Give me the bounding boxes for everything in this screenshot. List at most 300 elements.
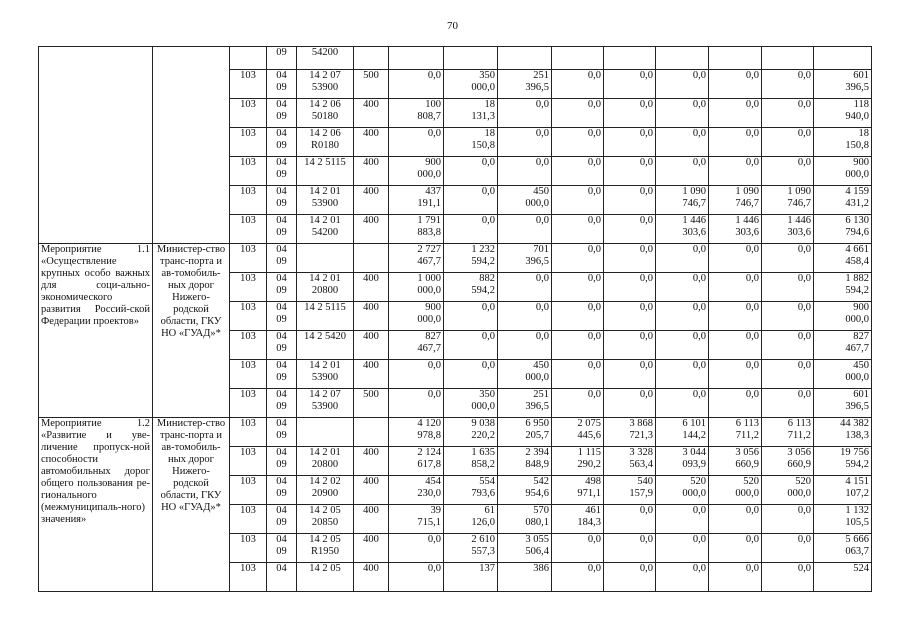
amount-value: 467,7	[845, 343, 869, 354]
target-article: 14 2 01	[309, 186, 341, 197]
amount-cell	[552, 563, 604, 592]
amount-cell	[604, 534, 656, 563]
amount-value: 0,0	[797, 157, 811, 168]
amount-cell	[389, 476, 444, 505]
amount-value: 18	[484, 128, 495, 139]
amount-value: 0,0	[692, 360, 706, 371]
amount-value: 6 113	[787, 418, 811, 429]
expense-type-cell	[354, 447, 389, 476]
budget-table	[38, 46, 872, 592]
section-code: 09	[276, 430, 287, 441]
amount-value: 303,6	[682, 227, 706, 238]
amount-value: 0,0	[692, 244, 706, 255]
target-article: 14 2 06	[309, 128, 341, 139]
amount-cell	[814, 418, 872, 447]
amount-value: 711,2	[787, 430, 811, 441]
amount-value: 303,6	[735, 227, 759, 238]
grbs-code: 103	[240, 505, 256, 516]
amount-value: 0,0	[481, 360, 495, 371]
section-code: 04	[276, 273, 287, 284]
amount-value: 0,0	[639, 128, 653, 139]
amount-value: 2 124	[417, 447, 441, 458]
amount-value: 0,0	[587, 302, 601, 313]
amount-value: 0,0	[427, 563, 441, 574]
target-article: 14 2 02	[309, 476, 341, 487]
amount-value: 450	[533, 360, 549, 371]
amount-value: 506,4	[525, 546, 549, 557]
responsible-executor: Министер-ство транс-порта и ав-томобиль-ных дорог Нижего-родской области, ГКУ НО «ГУАД»*	[153, 418, 230, 592]
amount-cell	[444, 70, 498, 99]
amount-value: 978,8	[417, 430, 441, 441]
amount-cell	[498, 244, 552, 273]
amount-value: 0,0	[481, 302, 495, 313]
target-cell	[297, 47, 354, 70]
amount-value: 220,2	[471, 430, 495, 441]
section-cell	[267, 186, 297, 215]
expense-type-cell	[354, 360, 389, 389]
section-cell	[267, 99, 297, 128]
table-body	[39, 47, 872, 592]
section-code: 04	[276, 128, 287, 139]
amount-cell	[444, 157, 498, 186]
amount-cell	[814, 47, 872, 70]
amount-value: 396,5	[845, 82, 869, 93]
amount-cell	[656, 418, 709, 447]
amount-value: 954,6	[525, 488, 549, 499]
amount-cell	[656, 360, 709, 389]
amount-value: 746,7	[682, 198, 706, 209]
activity-description: Мероприятие 1.1 «Осуществление крупных особо важных для соци-ально-экономического развития Россий-ской Федерации проектов»	[39, 244, 153, 418]
amount-value: 350	[479, 389, 495, 400]
amount-value: 0,0	[639, 331, 653, 342]
section-code: 09	[276, 285, 287, 296]
amount-cell	[814, 302, 872, 331]
amount-cell	[389, 273, 444, 302]
amount-value: 2 394	[525, 447, 549, 458]
section-code: 09	[276, 140, 287, 151]
section-code: 09	[276, 256, 287, 267]
expense-type-cell	[354, 389, 389, 418]
expense-type: 400	[363, 534, 379, 545]
amount-cell	[498, 47, 552, 70]
target-article: 14 2 01	[309, 215, 341, 226]
amount-value: 0,0	[639, 360, 653, 371]
amount-cell	[656, 273, 709, 302]
target-cell	[297, 563, 354, 592]
target-cell	[297, 273, 354, 302]
amount-value: 454	[425, 476, 441, 487]
amount-cell	[498, 128, 552, 157]
amount-cell	[498, 70, 552, 99]
amount-value: 0,0	[535, 157, 549, 168]
amount-value: 0,0	[639, 563, 653, 574]
amount-value: 0,0	[535, 273, 549, 284]
amount-cell	[814, 157, 872, 186]
grbs-code: 103	[240, 447, 256, 458]
amount-cell	[762, 447, 814, 476]
amount-value: 524	[853, 563, 869, 574]
amount-cell	[552, 157, 604, 186]
amount-value: 000,0	[471, 401, 495, 412]
amount-cell	[604, 157, 656, 186]
target-article: 53900	[311, 198, 339, 209]
amount-cell	[552, 215, 604, 244]
expense-type: 400	[363, 476, 379, 487]
grbs-cell	[230, 534, 267, 563]
amount-value: 396,5	[525, 256, 549, 267]
amount-value: 0,0	[745, 534, 759, 545]
amount-cell	[498, 447, 552, 476]
amount-value: 0,0	[692, 505, 706, 516]
amount-cell	[552, 273, 604, 302]
amount-cell	[762, 505, 814, 534]
section-cell	[267, 418, 297, 447]
amount-value: 0,0	[692, 331, 706, 342]
amount-cell	[762, 302, 814, 331]
amount-value: 000,0	[682, 488, 706, 499]
amount-cell	[762, 47, 814, 70]
amount-value: 1 446	[735, 215, 759, 226]
amount-cell	[709, 534, 762, 563]
amount-cell	[709, 128, 762, 157]
amount-cell	[552, 128, 604, 157]
target-article: 14 2 05	[309, 505, 341, 516]
amount-value: 44 382	[840, 418, 869, 429]
amount-value: 721,3	[629, 430, 653, 441]
amount-value: 1 882	[845, 273, 869, 284]
target-article: 20800	[311, 285, 339, 296]
target-cell	[297, 302, 354, 331]
section-code: 09	[276, 488, 287, 499]
amount-value: 61	[484, 505, 495, 516]
section-code: 09	[276, 47, 287, 58]
section-cell	[267, 244, 297, 273]
expense-type-cell	[354, 215, 389, 244]
amount-cell	[762, 360, 814, 389]
section-cell	[267, 389, 297, 418]
amount-value: 1 090	[787, 186, 811, 197]
amount-cell	[444, 186, 498, 215]
amount-value: 0,0	[692, 273, 706, 284]
amount-cell	[814, 505, 872, 534]
target-article: 14 2 01	[309, 447, 341, 458]
section-cell	[267, 447, 297, 476]
grbs-cell	[230, 360, 267, 389]
grbs-cell	[230, 215, 267, 244]
target-cell	[297, 128, 354, 157]
amount-value: 0,0	[639, 302, 653, 313]
amount-value: 000,0	[735, 488, 759, 499]
amount-value: 0,0	[692, 389, 706, 400]
amount-value: 0,0	[797, 70, 811, 81]
amount-value: 0,0	[745, 128, 759, 139]
amount-value: 660,9	[735, 459, 759, 470]
grbs-cell	[230, 273, 267, 302]
amount-cell	[389, 70, 444, 99]
amount-value: 0,0	[587, 244, 601, 255]
amount-cell	[498, 360, 552, 389]
activity-description-cell	[39, 47, 153, 244]
amount-value: 000,0	[525, 198, 549, 209]
amount-cell	[552, 418, 604, 447]
amount-cell	[762, 418, 814, 447]
grbs-code: 103	[240, 186, 256, 197]
target-article: 54200	[311, 227, 339, 238]
amount-cell	[814, 99, 872, 128]
amount-value: 594,2	[471, 256, 495, 267]
target-cell	[297, 70, 354, 99]
amount-value: 3 056	[735, 447, 759, 458]
grbs-cell	[230, 302, 267, 331]
amount-cell	[498, 476, 552, 505]
amount-cell	[389, 389, 444, 418]
amount-cell	[656, 331, 709, 360]
amount-value: 0,0	[745, 244, 759, 255]
target-cell	[297, 447, 354, 476]
target-cell	[297, 389, 354, 418]
section-code: 09	[276, 517, 287, 528]
amount-cell	[444, 476, 498, 505]
amount-cell	[444, 47, 498, 70]
expense-type-cell	[354, 476, 389, 505]
amount-value: 461	[585, 505, 601, 516]
amount-value: 063,7	[845, 546, 869, 557]
section-code: 09	[276, 372, 287, 383]
amount-value: 0,0	[481, 331, 495, 342]
section-code: 09	[276, 111, 287, 122]
expense-type-cell	[354, 244, 389, 273]
amount-cell	[656, 447, 709, 476]
target-cell	[297, 476, 354, 505]
amount-value: 6 130	[845, 215, 869, 226]
amount-value: 793,6	[471, 488, 495, 499]
expense-type: 400	[363, 563, 379, 574]
amount-cell	[814, 244, 872, 273]
amount-value: 900	[425, 302, 441, 313]
amount-value: 0,0	[587, 360, 601, 371]
amount-value: 0,0	[535, 99, 549, 110]
amount-value: 1 132	[845, 505, 869, 516]
grbs-cell	[230, 505, 267, 534]
amount-cell	[389, 186, 444, 215]
amount-value: 3 868	[629, 418, 653, 429]
amount-cell	[709, 563, 762, 592]
amount-value: 883,8	[417, 227, 441, 238]
amount-value: 900	[853, 157, 869, 168]
amount-cell	[444, 534, 498, 563]
expense-type-cell	[354, 534, 389, 563]
expense-type-cell	[354, 99, 389, 128]
grbs-cell	[230, 47, 267, 70]
grbs-cell	[230, 244, 267, 273]
amount-value: 0,0	[587, 186, 601, 197]
amount-cell	[444, 99, 498, 128]
amount-value: 100	[425, 99, 441, 110]
amount-cell	[604, 505, 656, 534]
amount-value: 445,6	[577, 430, 601, 441]
amount-cell	[444, 418, 498, 447]
amount-value: 601	[853, 70, 869, 81]
amount-cell	[552, 302, 604, 331]
grbs-code: 103	[240, 360, 256, 371]
grbs-cell	[230, 418, 267, 447]
amount-value: 126,0	[471, 517, 495, 528]
amount-value: 0,0	[587, 215, 601, 226]
amount-value: 540	[637, 476, 653, 487]
section-cell	[267, 47, 297, 70]
target-cell	[297, 157, 354, 186]
amount-cell	[656, 389, 709, 418]
amount-cell	[552, 360, 604, 389]
section-code: 09	[276, 401, 287, 412]
expense-type-cell	[354, 128, 389, 157]
grbs-code: 103	[240, 418, 256, 429]
expense-type: 400	[363, 302, 379, 313]
amount-value: 0,0	[745, 389, 759, 400]
amount-value: 3 055	[525, 534, 549, 545]
target-article: R0180	[310, 140, 339, 151]
amount-value: 794,6	[845, 227, 869, 238]
amount-cell	[709, 360, 762, 389]
amount-value: 290,2	[577, 459, 601, 470]
amount-cell	[552, 505, 604, 534]
amount-cell	[656, 157, 709, 186]
amount-cell	[444, 128, 498, 157]
amount-value: 450	[853, 360, 869, 371]
amount-value: 0,0	[535, 302, 549, 313]
amount-value: 157,9	[629, 488, 653, 499]
target-article: 20900	[311, 488, 339, 499]
amount-value: 3 056	[787, 447, 811, 458]
grbs-code: 103	[240, 389, 256, 400]
amount-value: 0,0	[745, 302, 759, 313]
amount-cell	[444, 273, 498, 302]
amount-value: 1 446	[787, 215, 811, 226]
amount-cell	[389, 244, 444, 273]
amount-cell	[498, 157, 552, 186]
amount-value: 39	[430, 505, 441, 516]
amount-value: 827	[425, 331, 441, 342]
amount-value: 431,2	[845, 198, 869, 209]
amount-value: 882	[479, 273, 495, 284]
amount-cell	[656, 215, 709, 244]
amount-cell	[389, 534, 444, 563]
amount-value: 594,2	[845, 285, 869, 296]
expense-type-cell	[354, 331, 389, 360]
section-code: 04	[276, 389, 287, 400]
amount-value: 0,0	[481, 157, 495, 168]
amount-cell	[552, 389, 604, 418]
amount-cell	[604, 418, 656, 447]
amount-value: 0,0	[587, 273, 601, 284]
amount-value: 0,0	[639, 157, 653, 168]
amount-cell	[444, 360, 498, 389]
expense-type-cell	[354, 186, 389, 215]
expense-type: 400	[363, 99, 379, 110]
amount-value: 594,2	[845, 459, 869, 470]
section-code: 04	[276, 99, 287, 110]
amount-value: 467,7	[417, 256, 441, 267]
amount-value: 0,0	[481, 215, 495, 226]
target-cell	[297, 215, 354, 244]
section-code: 04	[276, 447, 287, 458]
amount-cell	[552, 70, 604, 99]
target-article: 14 2 07	[309, 70, 341, 81]
amount-cell	[498, 505, 552, 534]
grbs-code: 103	[240, 157, 256, 168]
amount-cell	[762, 244, 814, 273]
target-cell	[297, 186, 354, 215]
amount-value: 0,0	[587, 128, 601, 139]
target-article: 20850	[311, 517, 339, 528]
amount-cell	[389, 360, 444, 389]
amount-cell	[814, 447, 872, 476]
amount-cell	[656, 534, 709, 563]
table-row	[39, 244, 872, 273]
target-cell	[297, 331, 354, 360]
amount-cell	[709, 505, 762, 534]
amount-value: 2 610	[471, 534, 495, 545]
amount-value: 0,0	[692, 563, 706, 574]
amount-value: 0,0	[427, 389, 441, 400]
section-code: 04	[276, 302, 287, 313]
amount-cell	[498, 186, 552, 215]
amount-cell	[604, 244, 656, 273]
amount-value: 0,0	[797, 273, 811, 284]
target-article: 14 2 05	[309, 534, 341, 545]
section-code: 04	[276, 418, 287, 429]
amount-cell	[709, 244, 762, 273]
amount-value: 0,0	[639, 99, 653, 110]
amount-value: 0,0	[797, 360, 811, 371]
section-code: 04	[276, 360, 287, 371]
amount-cell	[498, 273, 552, 302]
amount-value: 0,0	[587, 389, 601, 400]
amount-value: 0,0	[797, 563, 811, 574]
amount-value: 0,0	[797, 302, 811, 313]
amount-cell	[709, 157, 762, 186]
amount-cell	[656, 70, 709, 99]
amount-value: 396,5	[525, 82, 549, 93]
amount-value: 450	[533, 186, 549, 197]
amount-value: 0,0	[587, 157, 601, 168]
target-article: 14 2 07	[309, 389, 341, 400]
amount-cell	[389, 563, 444, 592]
amount-cell	[762, 476, 814, 505]
amount-value: 19 756	[840, 447, 869, 458]
amount-value: 000,0	[845, 372, 869, 383]
amount-value: 0,0	[427, 534, 441, 545]
amount-value: 0,0	[639, 389, 653, 400]
expense-type: 400	[363, 215, 379, 226]
amount-value: 0,0	[797, 534, 811, 545]
grbs-code: 103	[240, 302, 256, 313]
amount-cell	[389, 99, 444, 128]
amount-value: 467,7	[417, 343, 441, 354]
amount-cell	[814, 128, 872, 157]
target-cell	[297, 418, 354, 447]
amount-value: 251	[533, 70, 549, 81]
amount-value: 0,0	[535, 215, 549, 226]
amount-cell	[709, 302, 762, 331]
amount-value: 0,0	[692, 99, 706, 110]
amount-cell	[814, 360, 872, 389]
amount-value: 386	[533, 563, 549, 574]
table-row	[39, 47, 872, 70]
target-article: 14 2 01	[309, 360, 341, 371]
expense-type-cell	[354, 302, 389, 331]
amount-cell	[709, 215, 762, 244]
